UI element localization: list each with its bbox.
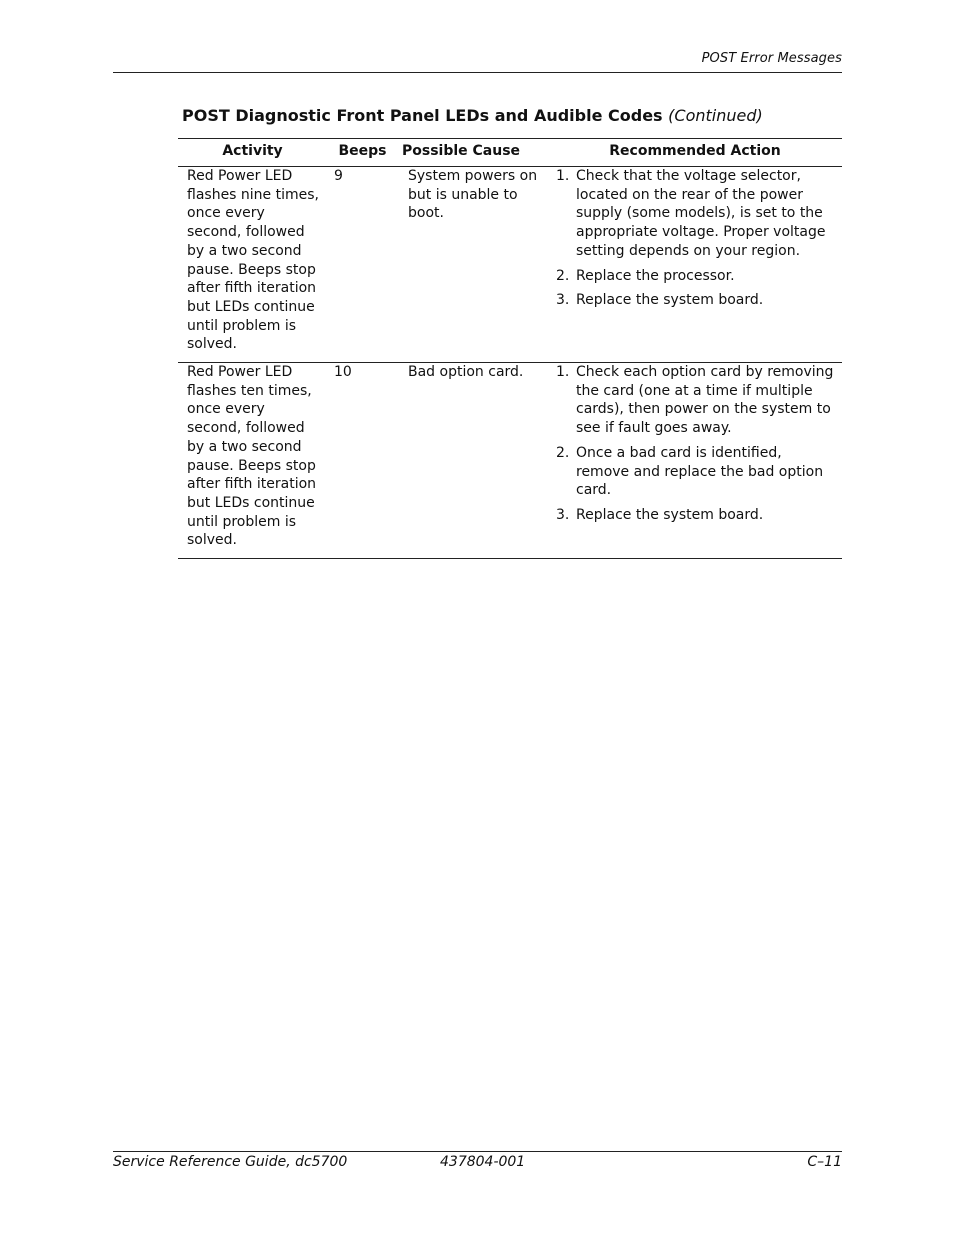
recommended-action-cell [548,167,842,363]
step-number: 3. [556,292,570,309]
step-number: 2. [556,267,570,284]
step-number: 3. [556,506,570,523]
column-header-activity: Activity [178,139,327,167]
action-step [556,444,836,500]
table-row [178,167,842,363]
possible-cause-cell: Bad option card. [398,363,548,559]
column-header-beeps: Beeps [327,139,398,167]
step-number: 1. [556,364,570,381]
step-text: Once a bad card is identified, remove and replace the bad option card. [576,444,824,499]
table-title-text: POST Diagnostic Front Panel LEDs and Audible Codes [182,106,663,125]
action-step [556,363,836,438]
step-number: 2. [556,444,570,461]
action-steps-list [556,167,836,310]
footer-guide-title: Service Reference Guide, dc5700 [113,1154,348,1170]
recommended-action-cell [548,363,842,559]
column-header-possible-cause: Possible Cause [398,139,548,167]
beeps-cell: 9 [327,167,398,363]
possible-cause-cell: System powers on but is unable to boot. [398,167,548,363]
footer-page-number: C–11 [807,1154,842,1170]
step-text: Check each option card by removing the card (one at a time if multiple cards), then power on the system to see if fault goes away. [576,364,834,437]
column-header-recommended-action: Recommended Action [548,139,842,167]
footer-part-number: 437804-001 [440,1154,526,1170]
action-step [556,291,836,310]
activity-cell: Red Power LED flashes nine times, once every second, followed by a two second pause. Beeps stop after fifth iteration but LEDs continue until problem is solved. [178,167,327,363]
table-header-row [178,139,842,167]
step-text: Replace the system board. [576,506,764,523]
step-number: 1. [556,168,570,184]
step-text: Check that the voltage selector, located on the rear of the power supply (some models), is set to the appropriate voltage. Proper voltage setting depends on your region. [576,168,826,259]
action-steps-list [556,363,836,525]
footer-rule [113,1151,842,1152]
table-title-continued: (Continued) [668,106,763,125]
action-step [556,267,836,286]
activity-cell: Red Power LED flashes ten times, once every second, followed by a two second pause. Beeps stop after fifth iteration but LEDs continue until problem is solved. [178,363,327,559]
table-title [182,106,763,125]
step-text: Replace the processor. [576,267,735,284]
action-step [556,167,836,261]
header-rule [113,72,842,73]
post-codes-table [178,138,842,559]
step-text: Replace the system board. [576,292,764,309]
table-row [178,363,842,559]
beeps-cell: 10 [327,363,398,559]
running-head: POST Error Messages [701,51,842,66]
action-step [556,506,836,525]
